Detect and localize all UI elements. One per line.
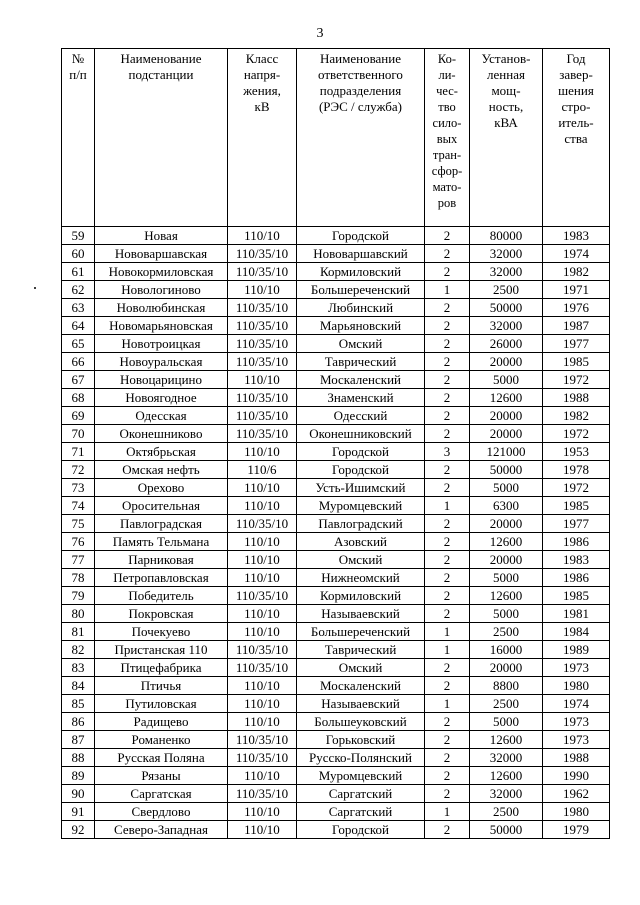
row-number-cell: 82 [62, 641, 95, 659]
transformer-count-cell: 1 [425, 623, 470, 641]
responsible-unit-cell: Кормиловский [297, 263, 425, 281]
transformer-count-cell: 2 [425, 227, 470, 245]
transformer-count-cell: 2 [425, 263, 470, 281]
table-row [62, 515, 610, 533]
row-number-cell: 63 [62, 299, 95, 317]
responsible-unit-cell: Любинский [297, 299, 425, 317]
responsible-unit-cell: Омский [297, 551, 425, 569]
table-row [62, 497, 610, 515]
table-row [62, 821, 610, 839]
completion-year-cell: 1980 [543, 803, 610, 821]
completion-year-cell: 1977 [543, 335, 610, 353]
voltage-class-cell: 110/10 [228, 803, 297, 821]
row-number-cell: 83 [62, 659, 95, 677]
installed-capacity-cell: 5000 [470, 479, 543, 497]
responsible-unit-cell: Павлоградский [297, 515, 425, 533]
transformer-count-cell: 2 [425, 731, 470, 749]
voltage-class-cell: 110/10 [228, 371, 297, 389]
transformer-count-cell: 2 [425, 587, 470, 605]
table-row [62, 767, 610, 785]
completion-year-cell: 1974 [543, 245, 610, 263]
transformer-count-cell: 2 [425, 659, 470, 677]
table-row [62, 407, 610, 425]
row-number-cell: 76 [62, 533, 95, 551]
table-row [62, 623, 610, 641]
completion-year-cell: 1974 [543, 695, 610, 713]
substation-name-cell: Путиловская [95, 695, 228, 713]
substation-name-cell: Саргатская [95, 785, 228, 803]
transformer-count-cell: 2 [425, 299, 470, 317]
responsible-unit-cell: Азовский [297, 533, 425, 551]
substation-name-cell: Покровская [95, 605, 228, 623]
table-row [62, 605, 610, 623]
voltage-class-cell: 110/35/10 [228, 641, 297, 659]
responsible-unit-cell: Горьковский [297, 731, 425, 749]
row-number-cell: 88 [62, 749, 95, 767]
installed-capacity-cell: 2500 [470, 281, 543, 299]
responsible-unit-cell: Муромцевский [297, 767, 425, 785]
table-row [62, 659, 610, 677]
transformer-count-cell: 2 [425, 821, 470, 839]
installed-capacity-cell: 16000 [470, 641, 543, 659]
substation-name-cell: Русская Поляна [95, 749, 228, 767]
substation-name-cell: Новотроицкая [95, 335, 228, 353]
substation-name-cell: Орехово [95, 479, 228, 497]
transformer-count-cell: 1 [425, 641, 470, 659]
table-row [62, 245, 610, 263]
installed-capacity-cell: 50000 [470, 821, 543, 839]
row-number-cell: 60 [62, 245, 95, 263]
stray-mark [34, 287, 36, 289]
responsible-unit-cell: Большереченский [297, 281, 425, 299]
voltage-class-cell: 110/35/10 [228, 353, 297, 371]
row-number-cell: 92 [62, 821, 95, 839]
table-row [62, 785, 610, 803]
voltage-class-cell: 110/35/10 [228, 659, 297, 677]
installed-capacity-cell: 20000 [470, 551, 543, 569]
installed-capacity-cell: 50000 [470, 461, 543, 479]
row-number-cell: 81 [62, 623, 95, 641]
voltage-class-cell: 110/6 [228, 461, 297, 479]
transformer-count-cell: 2 [425, 353, 470, 371]
substation-name-cell: Новокормиловская [95, 263, 228, 281]
installed-capacity-cell: 32000 [470, 785, 543, 803]
installed-capacity-cell: 20000 [470, 353, 543, 371]
completion-year-cell: 1953 [543, 443, 610, 461]
substation-name-cell: Птицефабрика [95, 659, 228, 677]
responsible-unit-cell: Городской [297, 821, 425, 839]
table-row [62, 425, 610, 443]
header-voltage-class: Класс напря- жения, кВ [228, 49, 297, 227]
completion-year-cell: 1987 [543, 317, 610, 335]
row-number-cell: 74 [62, 497, 95, 515]
row-number-cell: 75 [62, 515, 95, 533]
table-row [62, 533, 610, 551]
voltage-class-cell: 110/10 [228, 713, 297, 731]
completion-year-cell: 1988 [543, 749, 610, 767]
completion-year-cell: 1978 [543, 461, 610, 479]
voltage-class-cell: 110/35/10 [228, 245, 297, 263]
responsible-unit-cell: Усть-Ишимский [297, 479, 425, 497]
table-row [62, 461, 610, 479]
row-number-cell: 64 [62, 317, 95, 335]
substation-name-cell: Новая [95, 227, 228, 245]
table-body [62, 227, 610, 839]
voltage-class-cell: 110/10 [228, 551, 297, 569]
row-number-cell: 73 [62, 479, 95, 497]
installed-capacity-cell: 6300 [470, 497, 543, 515]
substation-name-cell: Новолюбинская [95, 299, 228, 317]
completion-year-cell: 1989 [543, 641, 610, 659]
transformer-count-cell: 2 [425, 569, 470, 587]
header-transformer-count: Ко- ли- чес- тво сило- вых тран- сфор- мато- ров [425, 49, 470, 227]
substation-name-cell: Омская нефть [95, 461, 228, 479]
table-row [62, 317, 610, 335]
responsible-unit-cell: Большеуковский [297, 713, 425, 731]
installed-capacity-cell: 12600 [470, 767, 543, 785]
voltage-class-cell: 110/35/10 [228, 407, 297, 425]
voltage-class-cell: 110/35/10 [228, 317, 297, 335]
table-row [62, 641, 610, 659]
responsible-unit-cell: Городской [297, 227, 425, 245]
completion-year-cell: 1982 [543, 407, 610, 425]
header-row [62, 49, 610, 227]
table-row [62, 443, 610, 461]
row-number-cell: 78 [62, 569, 95, 587]
substation-name-cell: Октябрьская [95, 443, 228, 461]
completion-year-cell: 1983 [543, 227, 610, 245]
completion-year-cell: 1982 [543, 263, 610, 281]
installed-capacity-cell: 12600 [470, 731, 543, 749]
voltage-class-cell: 110/35/10 [228, 587, 297, 605]
row-number-cell: 61 [62, 263, 95, 281]
completion-year-cell: 1985 [543, 497, 610, 515]
row-number-cell: 89 [62, 767, 95, 785]
installed-capacity-cell: 26000 [470, 335, 543, 353]
completion-year-cell: 1979 [543, 821, 610, 839]
table-row [62, 281, 610, 299]
completion-year-cell: 1973 [543, 731, 610, 749]
voltage-class-cell: 110/10 [228, 623, 297, 641]
responsible-unit-cell: Таврический [297, 353, 425, 371]
row-number-cell: 71 [62, 443, 95, 461]
table-row [62, 263, 610, 281]
installed-capacity-cell: 20000 [470, 425, 543, 443]
voltage-class-cell: 110/10 [228, 605, 297, 623]
table-row [62, 731, 610, 749]
voltage-class-cell: 110/10 [228, 533, 297, 551]
table-row [62, 389, 610, 407]
completion-year-cell: 1988 [543, 389, 610, 407]
voltage-class-cell: 110/35/10 [228, 731, 297, 749]
substation-name-cell: Птичья [95, 677, 228, 695]
completion-year-cell: 1990 [543, 767, 610, 785]
header-installed-capacity: Установ- ленная мощ- ность, кВА [470, 49, 543, 227]
responsible-unit-cell: Саргатский [297, 803, 425, 821]
voltage-class-cell: 110/10 [228, 695, 297, 713]
voltage-class-cell: 110/35/10 [228, 263, 297, 281]
transformer-count-cell: 2 [425, 479, 470, 497]
installed-capacity-cell: 50000 [470, 299, 543, 317]
substation-name-cell: Новоуральская [95, 353, 228, 371]
completion-year-cell: 1986 [543, 569, 610, 587]
completion-year-cell: 1985 [543, 353, 610, 371]
installed-capacity-cell: 12600 [470, 533, 543, 551]
header-number: № п/п [62, 49, 95, 227]
responsible-unit-cell: Нововаршавский [297, 245, 425, 263]
installed-capacity-cell: 2500 [470, 695, 543, 713]
substation-name-cell: Свердлово [95, 803, 228, 821]
row-number-cell: 68 [62, 389, 95, 407]
table-row [62, 749, 610, 767]
transformer-count-cell: 2 [425, 461, 470, 479]
installed-capacity-cell: 32000 [470, 317, 543, 335]
voltage-class-cell: 110/10 [228, 227, 297, 245]
installed-capacity-cell: 20000 [470, 515, 543, 533]
responsible-unit-cell: Называевский [297, 695, 425, 713]
responsible-unit-cell: Называевский [297, 605, 425, 623]
responsible-unit-cell: Москаленский [297, 371, 425, 389]
responsible-unit-cell: Знаменский [297, 389, 425, 407]
substations-table [61, 48, 610, 839]
responsible-unit-cell: Одесский [297, 407, 425, 425]
row-number-cell: 85 [62, 695, 95, 713]
row-number-cell: 62 [62, 281, 95, 299]
substation-name-cell: Нововаршавская [95, 245, 228, 263]
substation-name-cell: Петропавловская [95, 569, 228, 587]
header-substation-name: Наименование подстанции [95, 49, 228, 227]
transformer-count-cell: 2 [425, 713, 470, 731]
transformer-count-cell: 2 [425, 605, 470, 623]
substation-name-cell: Новоягодное [95, 389, 228, 407]
substation-name-cell: Одесская [95, 407, 228, 425]
voltage-class-cell: 110/10 [228, 677, 297, 695]
completion-year-cell: 1983 [543, 551, 610, 569]
voltage-class-cell: 110/10 [228, 767, 297, 785]
substation-name-cell: Рязаны [95, 767, 228, 785]
completion-year-cell: 1984 [543, 623, 610, 641]
transformer-count-cell: 2 [425, 551, 470, 569]
transformer-count-cell: 2 [425, 245, 470, 263]
installed-capacity-cell: 32000 [470, 263, 543, 281]
installed-capacity-cell: 5000 [470, 371, 543, 389]
responsible-unit-cell: Кормиловский [297, 587, 425, 605]
voltage-class-cell: 110/35/10 [228, 335, 297, 353]
substation-name-cell: Победитель [95, 587, 228, 605]
responsible-unit-cell: Городской [297, 461, 425, 479]
transformer-count-cell: 2 [425, 767, 470, 785]
transformer-count-cell: 2 [425, 533, 470, 551]
installed-capacity-cell: 12600 [470, 389, 543, 407]
voltage-class-cell: 110/10 [228, 443, 297, 461]
transformer-count-cell: 1 [425, 497, 470, 515]
installed-capacity-cell: 121000 [470, 443, 543, 461]
installed-capacity-cell: 32000 [470, 245, 543, 263]
installed-capacity-cell: 20000 [470, 407, 543, 425]
completion-year-cell: 1972 [543, 371, 610, 389]
row-number-cell: 80 [62, 605, 95, 623]
installed-capacity-cell: 5000 [470, 713, 543, 731]
completion-year-cell: 1972 [543, 425, 610, 443]
responsible-unit-cell: Омский [297, 659, 425, 677]
table-row [62, 695, 610, 713]
installed-capacity-cell: 20000 [470, 659, 543, 677]
row-number-cell: 72 [62, 461, 95, 479]
completion-year-cell: 1971 [543, 281, 610, 299]
table-row [62, 353, 610, 371]
row-number-cell: 66 [62, 353, 95, 371]
responsible-unit-cell: Городской [297, 443, 425, 461]
substation-name-cell: Оросительная [95, 497, 228, 515]
installed-capacity-cell: 32000 [470, 749, 543, 767]
transformer-count-cell: 2 [425, 425, 470, 443]
table-row [62, 587, 610, 605]
substation-name-cell: Новомарьяновская [95, 317, 228, 335]
row-number-cell: 65 [62, 335, 95, 353]
substation-name-cell: Новологиново [95, 281, 228, 299]
table-row [62, 677, 610, 695]
responsible-unit-cell: Большереченский [297, 623, 425, 641]
row-number-cell: 91 [62, 803, 95, 821]
installed-capacity-cell: 80000 [470, 227, 543, 245]
row-number-cell: 86 [62, 713, 95, 731]
responsible-unit-cell: Саргатский [297, 785, 425, 803]
voltage-class-cell: 110/35/10 [228, 749, 297, 767]
transformer-count-cell: 2 [425, 677, 470, 695]
table-row [62, 335, 610, 353]
responsible-unit-cell: Нижнеомский [297, 569, 425, 587]
substation-name-cell: Новоцарицино [95, 371, 228, 389]
table-row [62, 371, 610, 389]
table-row [62, 227, 610, 245]
completion-year-cell: 1977 [543, 515, 610, 533]
substation-name-cell: Парниковая [95, 551, 228, 569]
substation-name-cell: Память Тельмана [95, 533, 228, 551]
table-row [62, 713, 610, 731]
row-number-cell: 69 [62, 407, 95, 425]
table-row [62, 803, 610, 821]
responsible-unit-cell: Таврический [297, 641, 425, 659]
transformer-count-cell: 2 [425, 749, 470, 767]
header-responsible-unit: Наименование ответственного подразделения (РЭС / служба) [297, 49, 425, 227]
substation-name-cell: Романенко [95, 731, 228, 749]
installed-capacity-cell: 5000 [470, 569, 543, 587]
substation-name-cell: Северо-Западная [95, 821, 228, 839]
responsible-unit-cell: Омский [297, 335, 425, 353]
installed-capacity-cell: 2500 [470, 623, 543, 641]
responsible-unit-cell: Марьяновский [297, 317, 425, 335]
voltage-class-cell: 110/35/10 [228, 425, 297, 443]
completion-year-cell: 1973 [543, 713, 610, 731]
substation-name-cell: Почекуево [95, 623, 228, 641]
substation-name-cell: Пристанская 110 [95, 641, 228, 659]
installed-capacity-cell: 5000 [470, 605, 543, 623]
voltage-class-cell: 110/10 [228, 479, 297, 497]
responsible-unit-cell: Оконешниковский [297, 425, 425, 443]
substation-name-cell: Радищево [95, 713, 228, 731]
transformer-count-cell: 2 [425, 389, 470, 407]
voltage-class-cell: 110/35/10 [228, 299, 297, 317]
completion-year-cell: 1986 [543, 533, 610, 551]
substation-name-cell: Оконешниково [95, 425, 228, 443]
completion-year-cell: 1976 [543, 299, 610, 317]
voltage-class-cell: 110/35/10 [228, 515, 297, 533]
completion-year-cell: 1980 [543, 677, 610, 695]
substation-name-cell: Павлоградская [95, 515, 228, 533]
voltage-class-cell: 110/10 [228, 497, 297, 515]
voltage-class-cell: 110/10 [228, 821, 297, 839]
responsible-unit-cell: Муромцевский [297, 497, 425, 515]
row-number-cell: 67 [62, 371, 95, 389]
transformer-count-cell: 2 [425, 785, 470, 803]
table-row [62, 569, 610, 587]
completion-year-cell: 1962 [543, 785, 610, 803]
header-completion-year: Год завер- шения стро- итель- ства [543, 49, 610, 227]
installed-capacity-cell: 8800 [470, 677, 543, 695]
transformer-count-cell: 2 [425, 317, 470, 335]
table-row [62, 299, 610, 317]
table-row [62, 551, 610, 569]
installed-capacity-cell: 2500 [470, 803, 543, 821]
row-number-cell: 84 [62, 677, 95, 695]
completion-year-cell: 1973 [543, 659, 610, 677]
voltage-class-cell: 110/35/10 [228, 389, 297, 407]
responsible-unit-cell: Москаленский [297, 677, 425, 695]
row-number-cell: 87 [62, 731, 95, 749]
row-number-cell: 90 [62, 785, 95, 803]
page-number: 3 [316, 26, 324, 41]
transformer-count-cell: 1 [425, 281, 470, 299]
row-number-cell: 59 [62, 227, 95, 245]
transformer-count-cell: 1 [425, 803, 470, 821]
responsible-unit-cell: Русско-Полянский [297, 749, 425, 767]
row-number-cell: 77 [62, 551, 95, 569]
voltage-class-cell: 110/10 [228, 281, 297, 299]
row-number-cell: 70 [62, 425, 95, 443]
transformer-count-cell: 2 [425, 407, 470, 425]
row-number-cell: 79 [62, 587, 95, 605]
installed-capacity-cell: 12600 [470, 587, 543, 605]
transformer-count-cell: 2 [425, 515, 470, 533]
voltage-class-cell: 110/35/10 [228, 785, 297, 803]
completion-year-cell: 1985 [543, 587, 610, 605]
transformer-count-cell: 2 [425, 335, 470, 353]
transformer-count-cell: 2 [425, 371, 470, 389]
completion-year-cell: 1981 [543, 605, 610, 623]
transformer-count-cell: 3 [425, 443, 470, 461]
table-row [62, 479, 610, 497]
completion-year-cell: 1972 [543, 479, 610, 497]
voltage-class-cell: 110/10 [228, 569, 297, 587]
transformer-count-cell: 1 [425, 695, 470, 713]
